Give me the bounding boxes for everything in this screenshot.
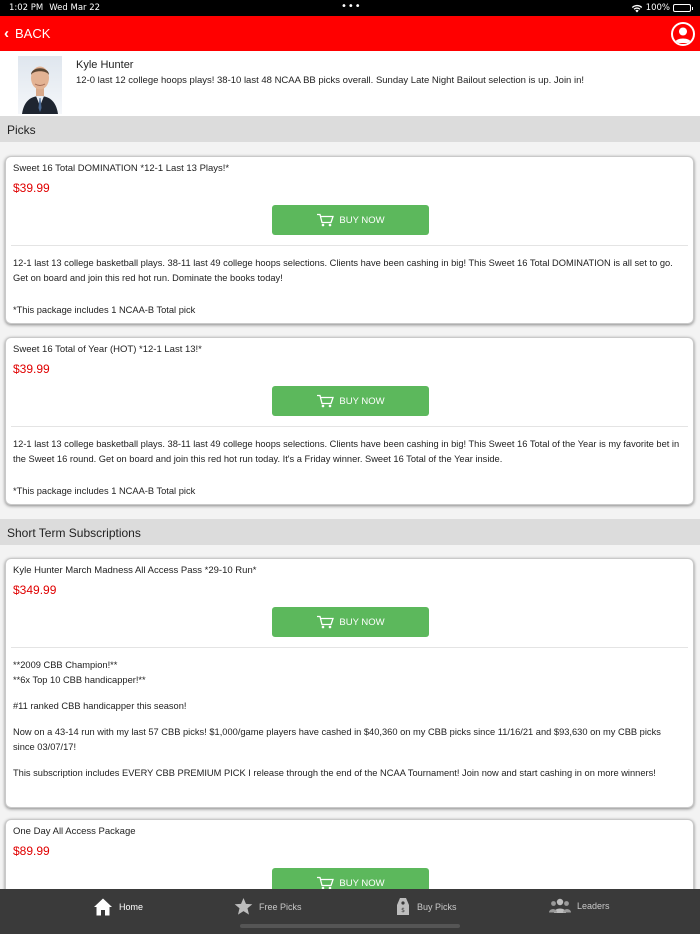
subscription-description	[13, 658, 683, 781]
leaders-icon	[549, 897, 571, 915]
status-bar	[0, 0, 700, 16]
status-right	[631, 3, 691, 13]
cart-icon	[316, 876, 334, 890]
pick-title: Sweet 16 Total of Year (HOT) *12-1 Last 13!*	[13, 344, 202, 355]
user-icon	[673, 24, 693, 44]
pick-description: 12-1 last 13 college basketball plays. 38-11 last 49 college hoops selections. Clients have been cashing in big! This Sweet 16 Total DOMINATION is all set to go. Get on board and join this red hot run. Dominate the books today!	[13, 258, 673, 283]
tab-label: Home	[119, 902, 144, 912]
chevron-left-icon: ‹	[4, 25, 9, 42]
handicapper-bio: 12-0 last 12 college hoops plays! 38-10 last 48 NCAA BB picks overall. Sunday Late Night Bailout selection is up. Join in!	[76, 75, 585, 86]
pick-price: $39.99	[13, 181, 50, 195]
divider	[11, 426, 688, 427]
subscription-title: One Day All Access Package	[13, 826, 136, 837]
cart-icon	[316, 213, 334, 227]
buy-now-label: BUY NOW	[339, 616, 385, 628]
status-date: Wed Mar 22	[49, 3, 101, 13]
subscription-price: $349.99	[13, 583, 57, 597]
handicapper-header	[0, 51, 700, 116]
cart-icon	[316, 394, 334, 408]
tab-label: Buy Picks	[417, 902, 457, 912]
svg-text:$: $	[401, 907, 405, 914]
tab-buy-picks[interactable]	[395, 897, 457, 917]
description-line: **2009 CBB Champion!**	[13, 660, 118, 670]
back-button[interactable]	[4, 25, 50, 42]
nav-bar	[0, 16, 700, 51]
home-icon	[93, 897, 113, 917]
tab-home[interactable]	[93, 897, 143, 917]
back-label: BACK	[15, 26, 51, 41]
wifi-icon	[631, 4, 643, 13]
pick-card	[5, 156, 694, 324]
pick-card	[5, 337, 694, 505]
divider	[11, 647, 688, 648]
status-time: 1:02 PM	[9, 3, 44, 13]
buy-now-label: BUY NOW	[339, 877, 385, 889]
pick-note: *This package includes 1 NCAA-B Total pick	[13, 486, 196, 496]
pick-price: $39.99	[13, 362, 50, 376]
section-picks: Picks	[0, 116, 700, 142]
tab-label: Free Picks	[259, 901, 302, 912]
cart-icon	[316, 615, 334, 629]
subscription-price: $89.99	[13, 844, 50, 858]
description-line: **6x Top 10 CBB handicapper!**	[13, 675, 146, 685]
buy-now-button[interactable]	[272, 205, 429, 235]
profile-button[interactable]	[671, 22, 695, 46]
description-line: This subscription includes EVERY CBB PREMIUM PICK I release through the end of the NCAA Tournament! Join now and start cashing in on more winners!	[13, 768, 656, 778]
pick-description: 12-1 last 13 college basketball plays. 38-11 last 49 college hoops selections. Clients have been cashing in big! This Sweet 16 Total of the Year is my favorite bet in the Sweet 16 round. Get on board and join this red hot run today. It's a Friday winner. Sweet 16 Total of the Year inside.	[13, 439, 680, 464]
tab-free-picks[interactable]	[234, 897, 302, 916]
tag-icon	[395, 897, 411, 917]
star-icon	[234, 897, 253, 916]
section-subscriptions: Short Term Subscriptions	[0, 519, 700, 545]
buy-now-button[interactable]	[272, 386, 429, 416]
buy-now-button[interactable]	[272, 607, 429, 637]
tab-label: Leaders	[577, 901, 610, 911]
handicapper-name: Kyle Hunter	[76, 59, 134, 71]
buy-now-label: BUY NOW	[339, 395, 385, 407]
pick-title: Sweet 16 Total DOMINATION *12-1 Last 13 Plays!*	[13, 163, 230, 174]
description-line: Now on a 43-14 run with my last 57 CBB picks! $1,000/game players have cashed in $40,360 on my CBB picks since 11/16/21 and $93,630 on my CBB picks since 03/07/17!	[13, 727, 661, 752]
battery-icon	[673, 4, 691, 12]
battery-percent: 100%	[645, 3, 670, 13]
subscription-card	[5, 558, 694, 808]
pick-note: *This package includes 1 NCAA-B Total pick	[13, 305, 196, 315]
subscription-title: Kyle Hunter March Madness All Access Pass *29-10 Run*	[13, 565, 257, 576]
description-line: #11 ranked CBB handicapper this season!	[13, 701, 187, 711]
home-indicator	[240, 924, 460, 928]
divider	[11, 245, 688, 246]
buy-now-label: BUY NOW	[339, 214, 385, 226]
avatar	[18, 56, 62, 114]
tab-leaders[interactable]	[549, 897, 610, 915]
multitask-dots-icon[interactable]: •••	[341, 1, 362, 12]
